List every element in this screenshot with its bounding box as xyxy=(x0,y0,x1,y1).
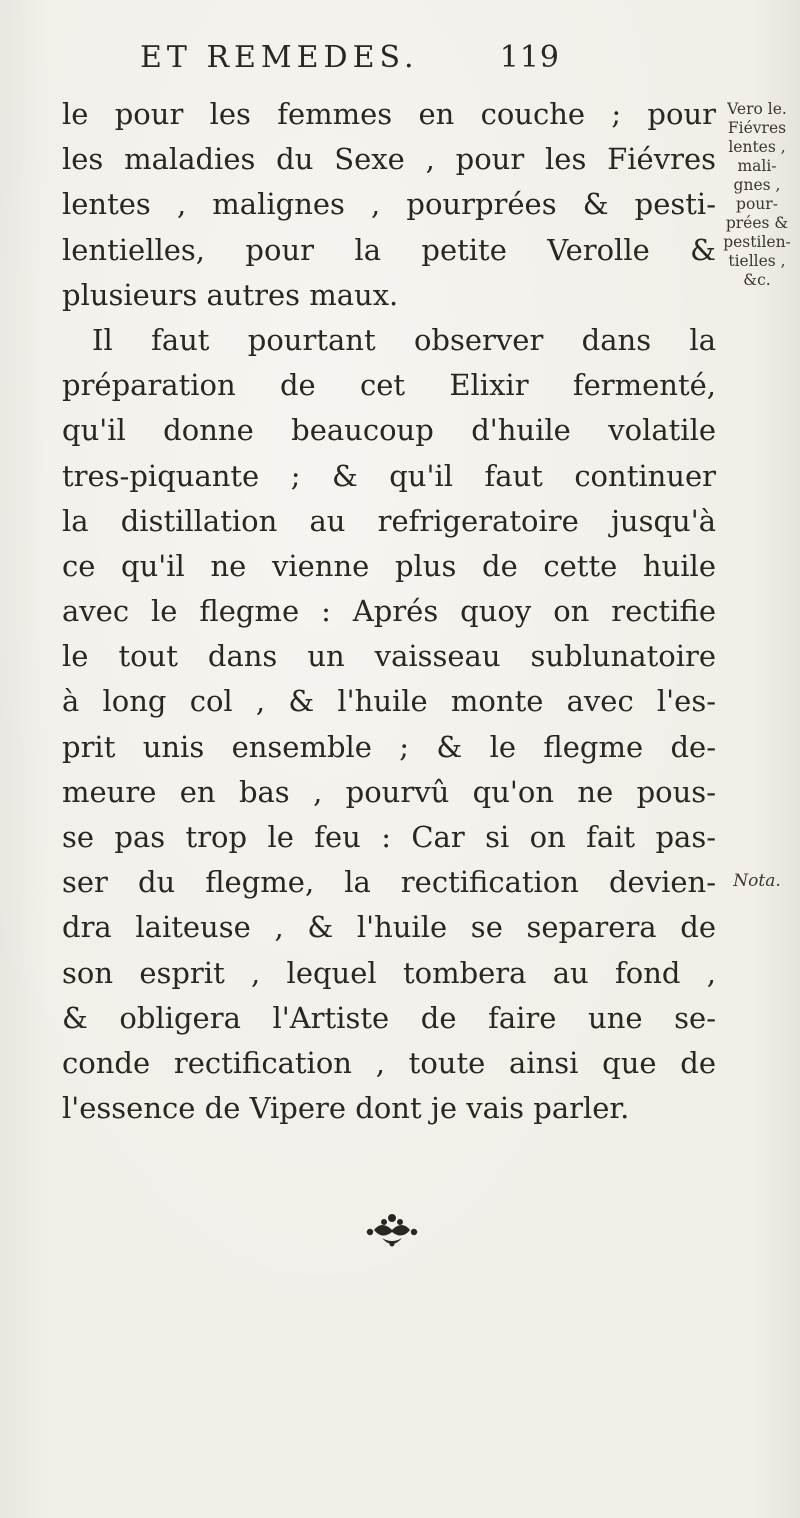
text-line: lentielles, pour la petite Verolle & xyxy=(62,232,716,267)
margin-note-line: pestilen- xyxy=(723,233,791,251)
margin-note-line: gnes , xyxy=(733,176,781,194)
text-line: avec le flegme : Aprés quoy on rectifie xyxy=(62,594,716,629)
margin-note-line: mali- xyxy=(737,157,777,175)
text-line: meure en bas , pourvû qu'on ne pous- xyxy=(62,774,716,809)
text-line: l'essence de Vipere dont je vais parler. xyxy=(62,1091,630,1126)
text-line: & obligera l'Artiste de faire une se- xyxy=(62,1000,716,1035)
text-line: les maladies du Sexe , pour les Fiévres xyxy=(62,142,716,177)
text-line: ce qu'il ne vienne plus de cette huile xyxy=(62,548,716,583)
fleuron-ornament-icon xyxy=(362,1210,422,1250)
text-line: prit unis ensemble ; & le flegme de- xyxy=(62,729,716,764)
text-line: ser du flegme, la rectification devien- xyxy=(62,865,716,900)
text-line: conde rectification , toute ainsi que de xyxy=(62,1045,716,1080)
margin-note-line: pour- xyxy=(736,195,778,213)
text-line: Il faut pourtant observer dans la xyxy=(92,322,716,357)
body-text xyxy=(62,92,716,1131)
page-number: 119 xyxy=(499,40,560,75)
text-line: préparation de cet Elixir fermenté, xyxy=(62,368,716,403)
margin-note-line: tielles , xyxy=(728,252,786,270)
running-title: ET REMEDES. xyxy=(140,40,419,75)
margin-note-line: lentes , xyxy=(728,138,786,156)
margin-note-line: &c. xyxy=(743,271,771,289)
text-line: dra laiteuse , & l'huile se separera de xyxy=(62,910,716,945)
text-line: le tout dans un vaisseau sublunatoire xyxy=(62,639,716,674)
text-line: se pas trop le feu : Car si on fait pas- xyxy=(62,820,716,854)
text-line: plusieurs autres maux. xyxy=(62,277,399,312)
text-line: le pour les femmes en couche ; pour xyxy=(62,97,716,131)
text-line: la distillation au refrigeratoire jusqu'à xyxy=(62,503,716,538)
text-line: à long col , & l'huile monte avec l'es- xyxy=(62,684,716,719)
margin-note-nota: Nota. xyxy=(733,871,781,891)
margin-note-line: Fiévres xyxy=(727,119,787,137)
margin-note-fevers xyxy=(718,100,796,290)
margin-note-line: Vero le. xyxy=(727,100,787,118)
text-line: qu'il donne beaucoup d'huile volatile xyxy=(62,413,716,448)
text-line: son esprit , lequel tombera au fond , xyxy=(62,955,716,990)
text-line: tres-piquante ; & qu'il faut continuer xyxy=(62,458,716,493)
running-head xyxy=(140,40,560,80)
margin-note-line: prées & xyxy=(725,214,789,232)
text-line: lentes , malignes , pourprées & pesti- xyxy=(62,187,716,222)
